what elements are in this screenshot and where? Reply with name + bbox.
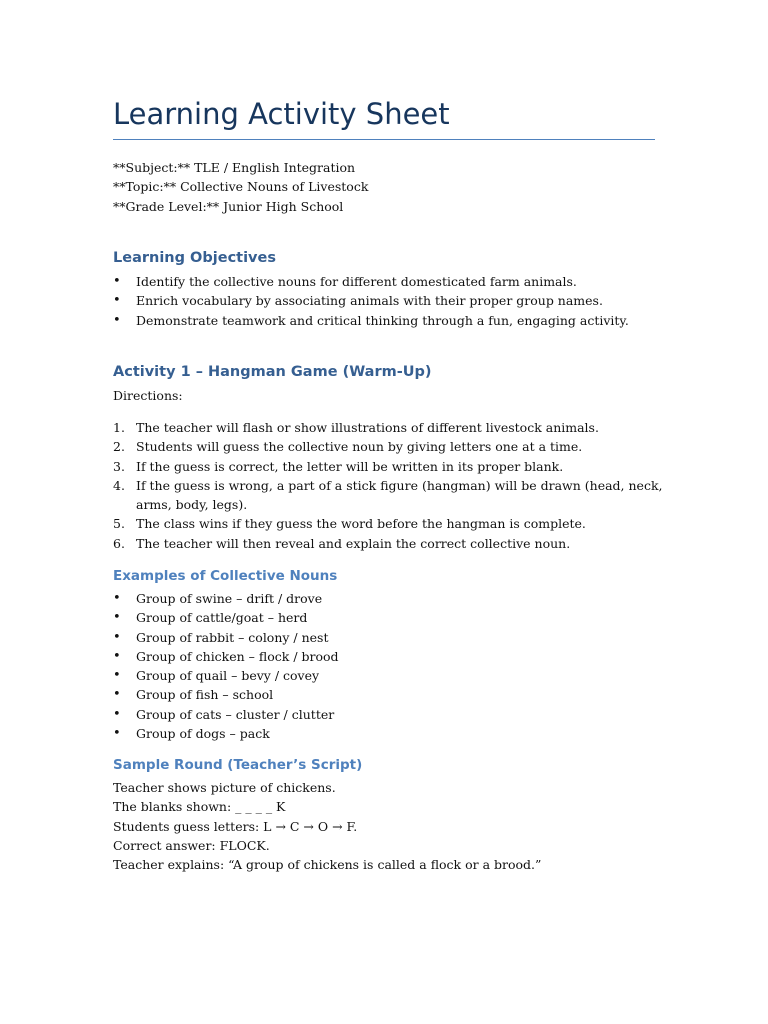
bullet-icon: • bbox=[113, 648, 121, 664]
bullet-icon: • bbox=[113, 668, 121, 684]
bullet-icon: • bbox=[113, 312, 121, 328]
bullet-icon: • bbox=[113, 629, 121, 645]
directions-label: Directions: bbox=[113, 388, 183, 403]
sample-round-heading: Sample Round (Teacher’s Script) bbox=[113, 757, 363, 773]
document-title: Learning Activity Sheet bbox=[113, 97, 450, 131]
meta-grade-level: **Grade Level:** Junior High School bbox=[113, 198, 344, 214]
list-item: • Group of cattle/goat – herd bbox=[113, 608, 673, 627]
activity1-heading: Activity 1 – Hangman Game (Warm-Up) bbox=[113, 364, 432, 380]
bullet-icon: • bbox=[113, 274, 121, 289]
examples-list bbox=[113, 589, 673, 743]
objectives-heading: Learning Objectives bbox=[113, 250, 276, 266]
script-line: Teacher explains: “A group of chickens is called a flock or a brood.” bbox=[113, 857, 542, 873]
list-item: • Group of chicken – flock / brood bbox=[113, 647, 673, 666]
script-line: The blanks shown: _ _ _ _ K bbox=[113, 799, 286, 815]
list-item: • Demonstrate teamwork and critical thinking through a fun, engaging activity. bbox=[113, 311, 673, 330]
list-item: • Enrich vocabulary by associating animals with their proper group names. bbox=[113, 291, 673, 310]
meta-subject: **Subject:** TLE / English Integration bbox=[113, 160, 356, 175]
bullet-icon: • bbox=[113, 591, 121, 606]
list-item: • Group of cats – cluster / clutter bbox=[113, 705, 673, 724]
meta-topic: **Topic:** Collective Nouns of Livestock bbox=[113, 179, 369, 195]
list-item: 1. The teacher will flash or show illustrations of different livestock animals. bbox=[113, 420, 599, 435]
examples-heading: Examples of Collective Nouns bbox=[113, 568, 338, 584]
sample-round-script bbox=[113, 778, 673, 874]
title-underline bbox=[113, 139, 655, 140]
list-item: • Identify the collective nouns for different domesticated farm animals. bbox=[113, 272, 673, 291]
list-item: • Group of rabbit – colony / nest bbox=[113, 628, 673, 647]
script-line: Students guess letters: L → C → O → F. bbox=[113, 818, 358, 834]
script-line: Correct answer: FLOCK. bbox=[113, 837, 270, 853]
list-item: 3. If the guess is correct, the letter will be written in its proper blank. bbox=[113, 458, 564, 474]
bullet-icon: • bbox=[113, 687, 121, 703]
objectives-list bbox=[113, 272, 673, 330]
list-item: 2. Students will guess the collective noun by giving letters one at a time. bbox=[113, 439, 583, 455]
list-item: 6. The teacher will then reveal and explain the correct collective noun. bbox=[113, 535, 571, 551]
bullet-icon: • bbox=[113, 293, 121, 309]
list-item: • Group of fish – school bbox=[113, 685, 673, 704]
list-item: • Group of dogs – pack bbox=[113, 724, 673, 743]
list-item: • Group of swine – drift / drove bbox=[113, 589, 673, 608]
list-item: • Group of quail – bevy / covey bbox=[113, 666, 673, 685]
bullet-icon: • bbox=[113, 726, 121, 742]
list-item: 5. The class wins if they guess the word before the hangman is complete. bbox=[113, 516, 586, 532]
list-item: 4. If the guess is wrong, a part of a stick figure (hangman) will be drawn (head, neck, arms, body, legs). bbox=[113, 477, 663, 513]
bullet-icon: • bbox=[113, 706, 121, 722]
script-line: Teacher shows picture of chickens. bbox=[113, 780, 336, 795]
meta-info bbox=[113, 158, 673, 216]
bullet-icon: • bbox=[113, 610, 121, 626]
directions-list bbox=[113, 418, 673, 553]
